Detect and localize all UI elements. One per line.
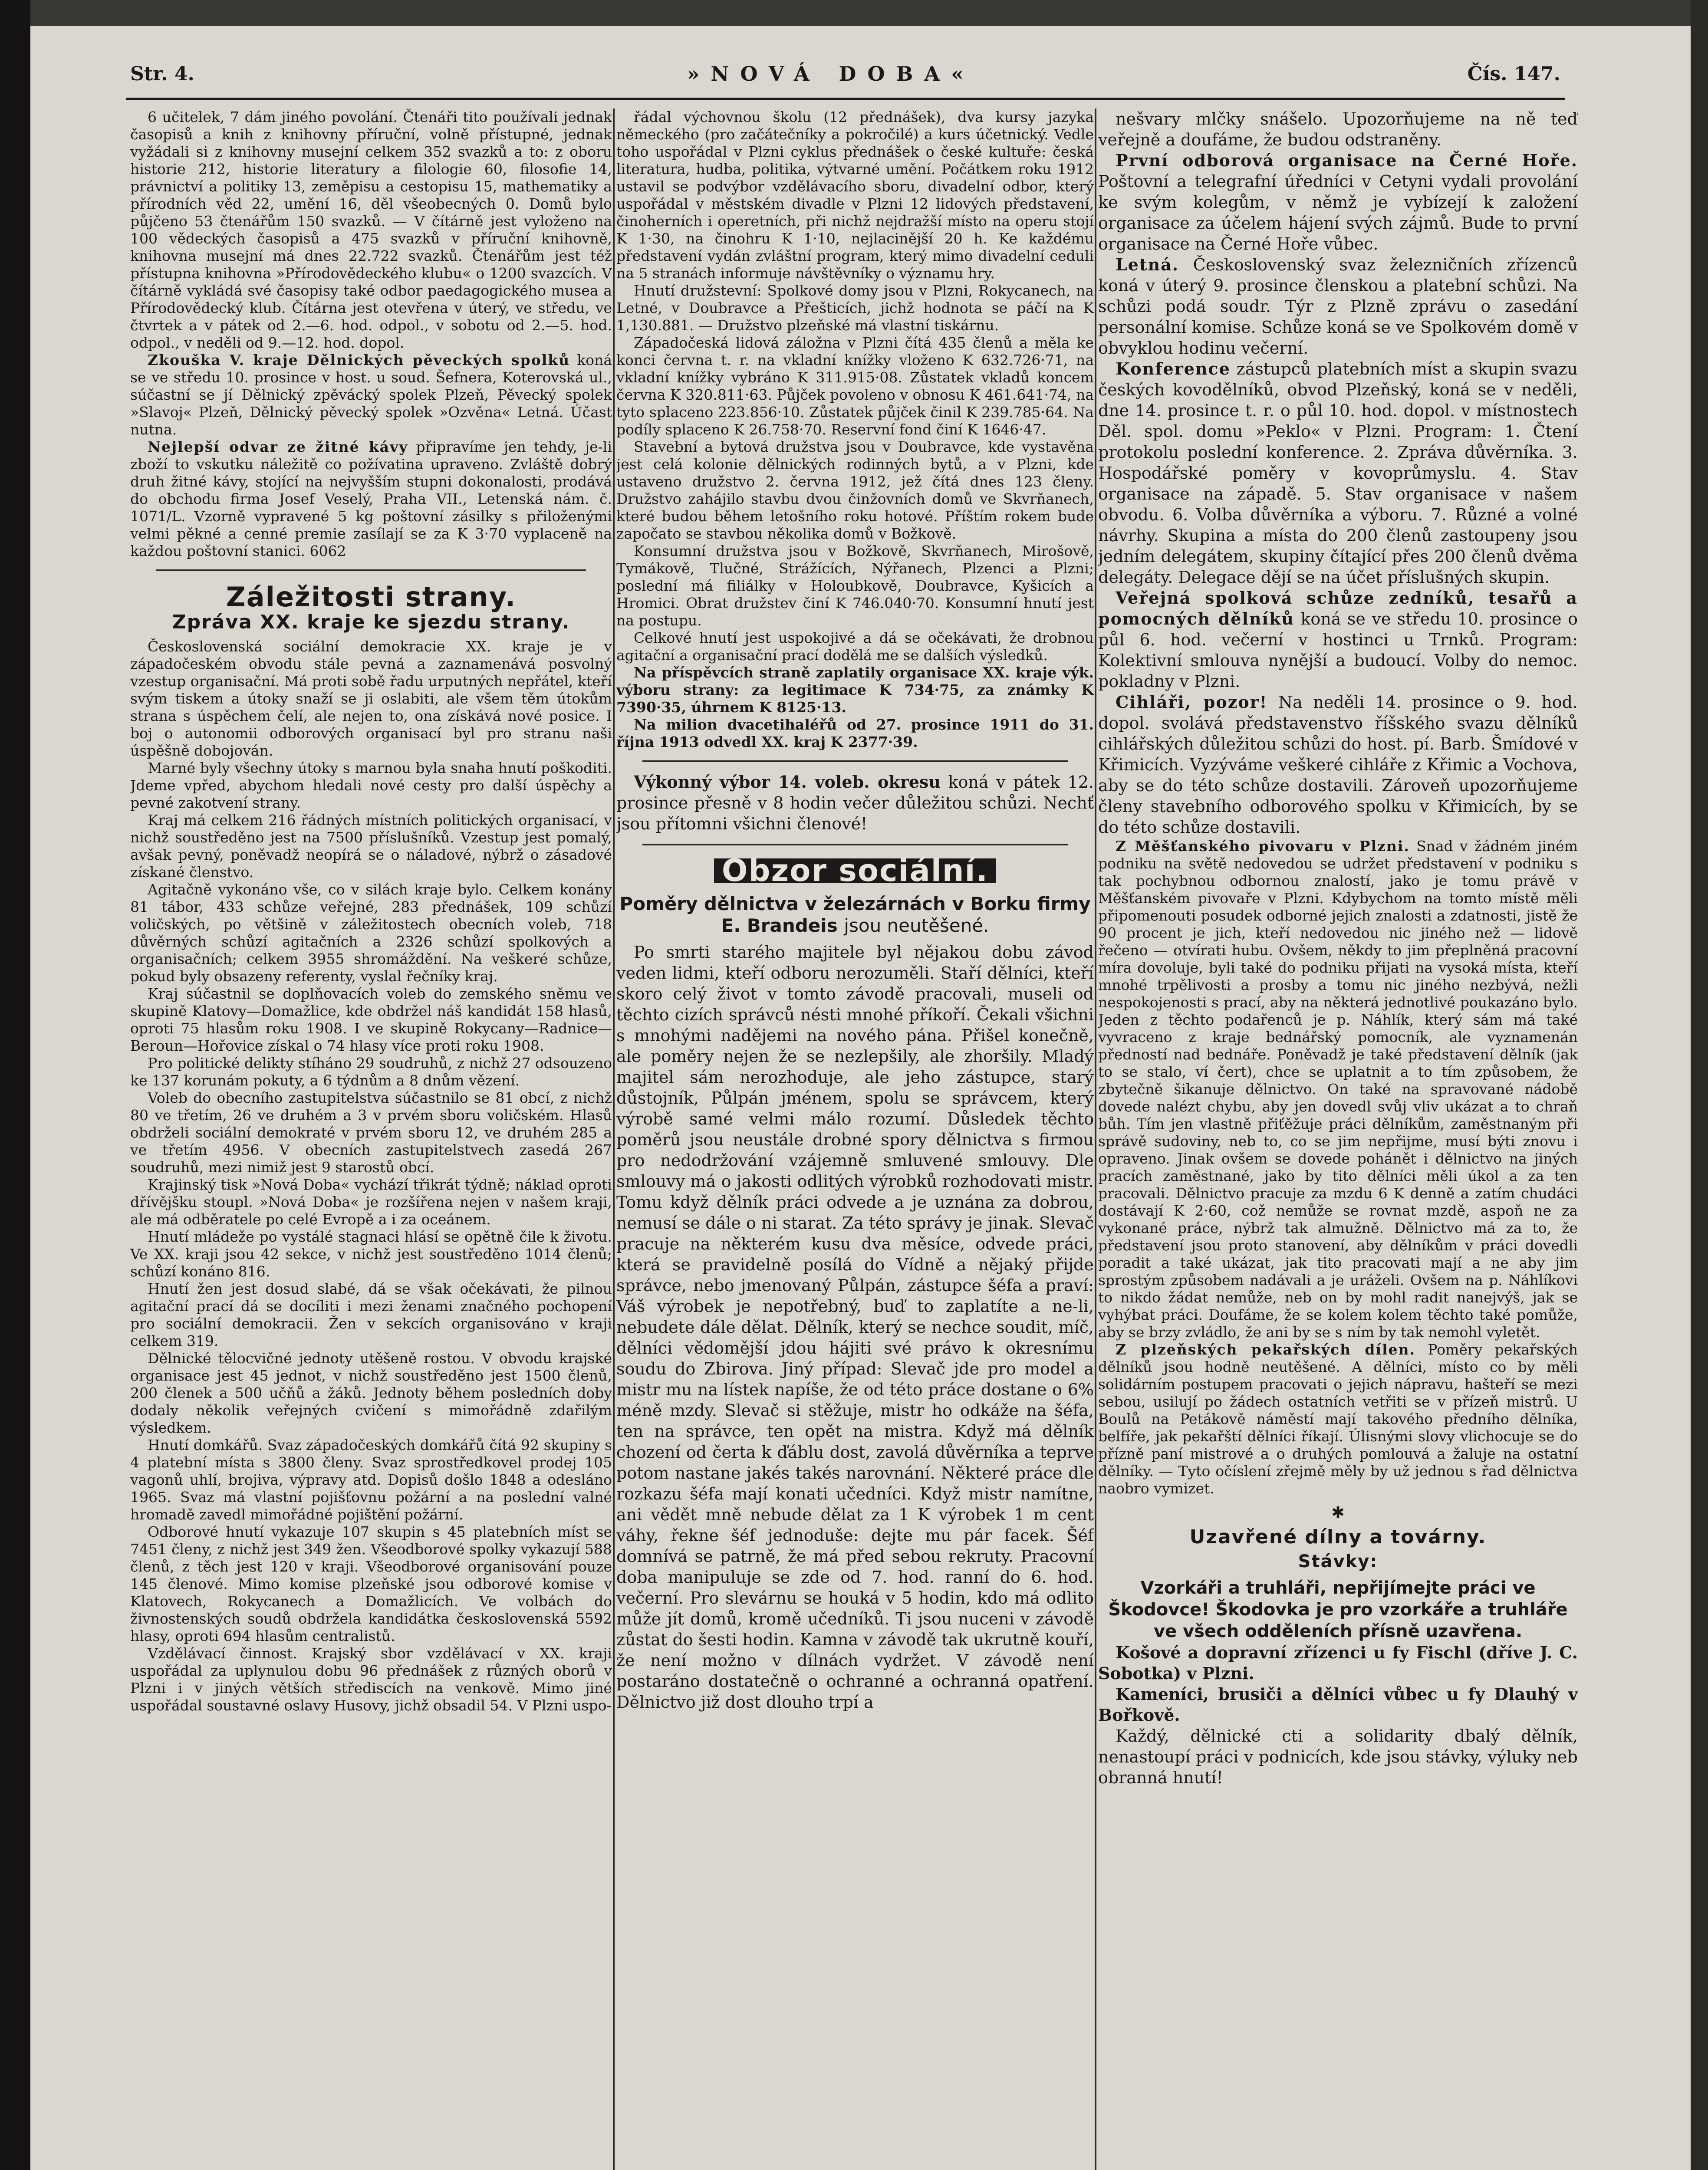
scan-border-left [0, 0, 30, 2170]
paragraph: Celkové hnutí jest uspokojivé a dá se očekávati, že drobnou agitační a organisační prací dodělá me se dalších výsledků. [616, 629, 1094, 664]
paragraph-lead: Cihláři, pozor! [1116, 692, 1268, 712]
paragraph: Pro politické delikty stíháno 29 soudruhů, z nichž 27 odsouzeno ke 137 korunám pokuty, a 6 týdnům a 8 dnům vězení. [130, 1055, 612, 1089]
ad-number: 6062 [309, 542, 346, 559]
paragraph [1098, 1341, 1578, 1497]
paragraph-body: Československý svaz železničních zřízenců koná v úterý 9. prosince členskou a platební schůzi. Na schůzi podá soudr. Týr z Plzně zprávu o zasedání personální komise. Schůze koná se ve Spolkovém domě v obvyklou hodinu večerní. [1098, 255, 1578, 358]
column-2 [616, 108, 1094, 2170]
column-3 [1098, 108, 1578, 2170]
paragraph: 6 učitelek, 7 dám jiného povolání. Čtenáři tito používali jednak časopisů a knih z knihovny příruční, volně přístupné, jednak vyžádali si z knihovny musejní celkem 352 svazků a to: z oboru historie 212, historie literatury a filologie 60, filosofie 14, právnictví a politiky 13, zeměpisu a cestopisu 15, mathematiky a přírodních věd 22, umění 16, děl všeobecných 0. Domů bylo půjčeno 53 čtenářům 150 svazků. — V čítárně jest vyloženo na 100 vědeckých časopisů a 475 svazků v příruční knihovně, knihovna musejní má dnes 22.722 svazků. Čtenářům jest též přístupna knihovna »Přírodovědeckého klubu« o 1200 svazcích. V čítárně vykládá své časopisy také odbor paedagogického musea a Přírodovědecký klub. Čítárna jest otevřena v úterý, ve středu, ve čtvrtek a v pátek od 2.—6. hod. odpol., v sobotu od 2.—5. hod. odpol., v neděli od 9.—12. hod. dopol. [130, 108, 612, 351]
paragraph: Po smrti starého majitele byl nějakou dobu závod veden lidmi, kteří odboru nerozuměli. Staří dělníci, kteří skoro celý život v tomto závodě pracovali, museli od těchto cizích správců nésti mnohé příkoří. Čekali všichni s mnohými nadějemi na nového pána. Přišel konečně, ale poměry nejen že se nezlepšily, ale zhoršily. Mladý majitel sám nerozhoduje, ale jeho zástupce, starý důstojník, Půlpán jménem, spolu se správcem, který výrobě samé velmi málo rozumí. Důsledek těchto poměrů jsou neustále drobné spory dělnictva s firmou pro nedodržování vzájemně smluvené smlouvy. Dle smlouvy má o jakosti odlitých výrobků rozhodovati mistr. Tomu když dělník práci odvede a je uznána za dobrou, nemusí se dále o ni starat. Za této správy je jinak. Slevač pracuje na některém kusu dva měsíce, odvede práci, která se pravidelně posílá do Vídně a nějaký přijde správce, nebo jmenovaný Půlpán, zástupce šéfa a praví: Váš výrobek je nepotřebný, buď to zaplatíte a ne-li, nebudete dále dělat. Dělník, který se nechce soudit, míč, dělníci vědomější jdou hájiti své právo k okresnímu soudu do Zbirova. Jiný případ: Slevač jde pro model a mistr mu na lístek napíše, že od této práce dostane o 6% méně mzdy. Slevač si stěžuje, mistr ho odkáže na šéfa, ten na správce, ten opět na mistra. Když má dělník chození od čerta k ďáblu dost, zavolá důvěrníka a teprve potom nastane jakés takés narovnání. Některé práce dle rozkazu šéfa mají konati učedníci. Když mistr namítne, ani vědět mně nebude dělat za 1 K výrobek 1 m cent váhy, řekne šéf jednoduše: dejte mu pár facek. Šéf domnívá se patrně, že má před sebou rekruty. Pracovní doba manipuluje se zde od 7. hod. ranní do 6. hod. večerní. Pro slevárnu se houká v 5 hodin, kdo má odlito může jít domů, kromě učedníků. Ti jsou nuceni v závodě zůstat do šesti hodin. Kamna v závodě tak ukrutně kouří, že není možno v dílnách vydržet. V závodě není postaráno dostatečně o ochranné a ochranná opatření. Dělnictvo již dost dlouho trpí a [616, 943, 1094, 1712]
paragraph: Hnutí domkářů. Svaz západočeských domkářů čítá 92 skupiny s 4 platební místa s 3800 členy. Svaz sprostředkovel prodej 105 vagonů uhlí, brojiva, výpravy atd. Dopisů došlo 1848 a odesláno 1965. Svaz má vlastní pojišťovnu požární a na poslední valné hromadě zavedl mimořádné pojištění požární. [130, 1437, 612, 1523]
paragraph [1098, 692, 1578, 838]
paragraph-lead: Letná. [1116, 255, 1179, 274]
paragraph: Hnutí žen jest dosud slabé, dá se však očekávati, že pilnou agitační prací dá se docíliti i mezi ženami značného pochopení pro sociální demokracii. Žen v sekcích organisováno v kraji celkem 319. [130, 1280, 612, 1349]
paragraph: Vzdělávací činnost. Krajský sbor vzdělávací v XX. kraji uspořádal za uplynulou dobu 96 přednášek z různých oborů v Plzni i v jiných větších střediscích na venkově. Mimo jiné uspořádal soustavné oslavy Husovy, jichž obsadil 54. V Plzni uspo- [130, 1645, 612, 1714]
article-heading-tail: jsou neutěšené. [844, 915, 989, 936]
section-rule [156, 569, 586, 571]
section-title: Záležitosti strany. [226, 581, 517, 613]
section-rule [642, 844, 1068, 845]
paragraph: Konsumní družstva jsou v Božkově, Skvrňanech, Mirošově, Tymákově, Tlučné, Strážících, Nýřanech, Plzenci a Plzni; poslední má filiálky v Holoubkově, Doubravce, Kyšicích a Hromici. Obrat družstev činí K 746.040·70. Konsumní hnutí jest na postupu. [616, 542, 1094, 629]
paragraph [1098, 838, 1578, 1341]
notice [616, 772, 1094, 834]
section-subtitle: Zpráva XX. kraje ke sjezdu strany. [172, 611, 570, 633]
paragraph-lead: První odborová organisace na Černé Hoře. [1116, 151, 1578, 170]
paragraph-body: zástupců platebních míst a skupin svazu českých kovodělníků, obvod Plzeňský, koná se v neděli, dne 14. prosince t. r. o půl 10. hod. dopol. v místnostech Děl. spol. domu »Peklo« v Plzni. Program: 1. Čtení protokolu poslední konference. 2. Zpráva důvěrníka. 3. Hospodářské poměry v kovoprůmyslu. 4. Stav organisace na západě. 5. Stav organisace v našem obvodu. 6. Volba důvěrníka a výboru. 7. Různé a volné návrhy. Skupina a místa do 200 členů zastoupeny jsou jedním delegátem, skupiny čítající přes 200 členů dvěma delegáty. Delegace dějí se na účet příslušných skupin. [1098, 359, 1578, 587]
separator-star: ✱ [1331, 1504, 1345, 1522]
article-heading-text: Poměry dělnictva v železárnách v Borku firmy E. Brandeis [619, 893, 1091, 936]
paragraph: Kraj súčastnil se doplňovacích voleb do zemského sněmu ve skupině Klatovy—Domažlice, kde obdržel náš kandidát 158 hlasů, oproti 75 hlasům roku 1908. I ve skupině Rokycany—Radnice—Beroun—Hořovice získal o 74 hlasy více proti roku 1908. [130, 985, 612, 1054]
section-subtitle: Uzavřené dílny a továrny. [1189, 1526, 1487, 1548]
paragraph-body: Snad v žádném jiném podniku na světě nedovedou se udržet představení v podniku s tak pochybnou odbornou znalostí, jako je tomu právě v Měšťanském pivovaře v Plzni. Kdybychom na tomto místě měli připomenouti posudek odborné jejich znalosti a zdatnosti, jistě že 90 procent je jich, kteří nedovedou nic jiného než — lidově řečeno — otvírati hubu. Ovšem, někdy to jim přeplněná pracovní míra dovoluje, byli také do podniku přijati na vysoká místa, kteří mnohé trpělivosti a prosby a tomu nic jiného nezbývá, nežli nespokojenosti s prací, aby na některá jednotlivé poukazáno bylo. Jeden z těchto podařenců je p. Náhlík, který sám má také vyvraceno z kraje bednářský pomocník, ale vyznamenán předností nad bednáře. Poněvadž je také představení dělník (jak to se stalo, ví čert), chce se uplatnit a to tím způsobem, že zbytečně šikanuje dělnictvo. On také na spravované nádobě dovede nalézt chybu, aby jen dovedl svůj vliv ukázat a to chraň bůh. Tím jen vlastně přiťěžuje práci dělníkům, zaměstnaným při správě sudoviny, neb to, co se jim nepřijme, musí býti znovu i opraveno. Jinak ovšem se dovede pohánět i dělnictvo na jiných pracích zaměstnané, jako by tito dělníci měli úkol a za ten pracovali. Dělnictvo pracuje za mzdu 6 K denně a zatím chudáci dostávají K 2·60, což nemůže se rovnat mzdě, aspoň ne za vykonané práce, nýbrž tak almužně. Dělnictvo má za to, že představení jsou proto stanovení, aby dělníkům v práci dovedli poradit a také ukázat, jak tito pracovati mají a ne aby jim sprostým způsobem nadávali a je uráželi. Ovšem na p. Náhlíkovi to nikdo žádat nemůže, neb on by mohl radit nanejvýš, jak se vyhýbat práci. Doufáme, že se kolem kolem těchto také pomůže, aby se brzy zvládlo, že ani by se s ním by tak nemohl vyletět. [1098, 838, 1578, 1341]
paragraph: Marné byly všechny útoky s marnou byla snaha hnutí poškoditi. Jdeme vpřed, abychom hledali nové cesty pro další úspěchy a pevné zakotvení strany. [130, 760, 612, 811]
scan-border-right [1691, 0, 1708, 2170]
paragraph: Odborové hnutí vykazuje 107 skupin s 45 platebních míst se 7451 členy, z nichž jest 349 žen. Všeodborové spolky vykazují 588 členů, z těch jest 120 v kraji. Všeodborové organisování pouze 145 členové. Mimo komise plzeňské jsou odborové komise v Klatovech, Rokycanech a Domažlicích. Ve volbách do živnostenských soudů obdržela kandidátka československá 5592 hlasy, oproti 694 hlasům centralistů. [130, 1523, 612, 1644]
paragraph-lead: Veřejná spolková schůze zedníků, tesařů a pomocných dělníků [1098, 588, 1578, 628]
paragraph: Na příspěvcích straně zaplatily organisace XX. kraje výk. výboru strany: za legitimace K 734·75, za známky K 7390·35, úhrnem K 8125·13. [616, 664, 1094, 716]
section-banner: Obzor sociální. [714, 858, 996, 883]
paragraph-lead: Z plzeňských pekařských dílen. [1116, 1341, 1416, 1358]
notice-heading: Výkonný výbor 14. voleb. okresu [634, 772, 941, 792]
paragraph [1098, 358, 1578, 588]
scan-border-top [0, 0, 1708, 26]
paragraph [130, 352, 612, 438]
paragraph: Západočeská lidová záložna v Plzni čítá 435 členů a měla ke konci června t. r. na vkladní knížky vloženo K 632.726·71, na vkladní knížky vybráno K 311.915·08. Zůstatek vkladů koncem června K 320.811·63. Půjček povoleno v obnosu K 461.641·74, na tyto splaceno 223.856·10. Zůstatek půjček činil K 239.785·64. Na podíly splaceno K 26.758·70. Reservní fond činí K 1646·47. [616, 334, 1094, 438]
paragraph: Stavební a bytová družstva jsou v Doubravce, kde vystavěna jest celá kolonie dělnických rodinných bytů, a v Plzni, kde ustaveno družstvo 2. června 1912, jež čítá dnes 123 členy. Družstvo zahájilo stavbu dvou činžovních domů ve Skvrňanech, které budou během letošního roku hotové. Příštím rokem bude započato se stavbou několika domů v Božkově. [616, 438, 1094, 542]
paragraph-lead: Nejlepší odvar ze žitné kávy [148, 438, 408, 455]
paragraph: Košové a dopravní zřízenci u fy Fischl (dříve J. C. Sobotka) v Plzni. [1098, 1643, 1578, 1683]
paragraph: Dělnické tělocvičné jednoty utěšeně rostou. V obvodu krajské organisace jest 45 jednot, v nichž soustředěno jest 1500 členů, 200 členek a 500 učňů a žáků. Jednoty během posledních doby dodaly několik veřejných cvičení s mimořádně zdařilým výsledkem. [130, 1350, 612, 1436]
section-rule [642, 760, 1068, 762]
paragraph: nešvary mlčky snášelo. Upozorňujeme na ně teď veřejně a doufáme, že budou odstraněny. [1098, 109, 1578, 149]
paragraph [1098, 150, 1578, 254]
paragraph: Na milion dvacetihaléřů od 27. prosince 1911 do 31. října 1913 odvedl XX. kraj K 2377·39. [616, 716, 1094, 750]
paragraph-body: Poštovní a telegrafní úředníci v Cetyni vydali provolání ke svým kolegům, v němž je vybízejí k založení organisace za účelem hájení svých zájmů. Bude to první organisace na Černé Hoře vůbec. [1098, 172, 1578, 253]
page-header [130, 52, 1560, 95]
strike-heading: Stávky: [1298, 1552, 1378, 1572]
issue-number: Čís. 147. [1467, 62, 1560, 85]
masthead: »NOVÁ DOBA« [687, 62, 975, 85]
paragraph: Hnutí družstevní: Spolkové domy jsou v Plzni, Rokycanech, na Letné, v Doubravce a Přešticích, jichž hodnota se páčí na K 1,130.881. — Družstvo plzeňské má vlastní tiskárnu. [616, 282, 1094, 334]
paragraph: řádal výchovnou školu (12 přednášek), dva kursy jazyka německého (pro začátečníky a pokročilé) a kurs účetnický. Vedle toho uspořádal v Plzni cyklus přednášek o české kultuře: česká literatura, hudba, politika, výtvarné umění. Počátkem roku 1912 ustavil se podvýbor vzdělávacího sboru, divadelní odbor, který uspořádal v městském divadle v Plzni 12 lidových představení, činoherních i operetních, při nichž nejdražší místo na operu stojí K 1·30, na činohru K 1·10, nejlacinější 20 h. Ke každému představení vydán zvláštní program, který mimo divadelní ceduli na 5 stranách informuje návštěvníky o významu hry. [616, 108, 1094, 282]
column-1 [130, 108, 612, 2170]
paragraph [1098, 588, 1578, 692]
article-heading [616, 893, 1094, 937]
paragraph-body: koná se ve středu 10. prosince o půl 6. hod. večerní v hostinci u Trnků. Program: Kolektivní smlouva nynější a budoucí. Volby do nemoc. pokladny v Plzni. [1098, 609, 1578, 691]
paragraph-lead: Zkouška V. kraje Dělnických pěveckých spolků [148, 352, 570, 368]
paragraph [130, 438, 612, 560]
paragraph: Kraj má celkem 216 řádných místních politických organisací, v nichž soustředěno jest na 7500 příslušníků. Vzestup jest pomalý, avšak pevný, poněvadž neopírá se o náladové, nýbrž o zásadové získané členstvo. [130, 812, 612, 881]
paragraph: Kameníci, brusiči a dělníci vůbec u fy Dlauhý v Bořkově. [1098, 1684, 1578, 1725]
paragraph-body: připravíme jen tehdy, je-li zboží to vskutku náležitě co požívatina upraveno. Zvláště dobrý druh žitné kávy, stojící na nejvyšším stupni dokonalosti, prodává do obchodu firma Josef Veselý, Praha VII., Letenská nám. č. 1071/L. Vzorně vypravené 5 kg poštovní zásilky s přiloženými velmi pěkné a cenné premie zasílají se za K 3·70 vyplaceně na každou poštovní stanici. [130, 438, 612, 559]
paragraph-body: Na neděli 14. prosince o 9. hod. dopol. svolává představenstvo říšského svazu dělníků cihlářských důležitou schůzi do host. pí. Barb. Šmídové v Křimicích. Vyzýváme veškeré cihláře z Křimic a Vochova, aby se do této schůze dostavili. Zároveň upozorňujeme členy stavebního odborového spolku v Křimicích, by se do této schůze dostavili. [1098, 693, 1578, 837]
paragraph-body: koná se ve středu 10. prosince v host. u soud. Šefnera, Koterovská ul., súčastní se jí Dělnický zpěvácký spolek Plzeň, Pěvecký spolek »Slavoj« Plzeň, Dělnický pěvecký spolek »Ozvěna« Letná. Účast nutna. [130, 352, 612, 438]
column-divider [613, 108, 615, 2170]
notice-body: koná v pátek 12. prosince přesně v 8 hodin večer důležitou schůzi. Nechť jsou přítomni všichni členové! [616, 773, 1094, 833]
paragraph [1098, 254, 1578, 358]
paragraph: Každý, dělnické cti a solidarity dbalý dělník, nenastoupí práci v podnicích, kde jsou stávky, výluky neb obranná hnutí! [1098, 1726, 1578, 1787]
paragraph-lead: Konference [1116, 359, 1231, 378]
paragraph: Hnutí mládeže po vystálé stagnaci hlásí se opětně čile k životu. Ve XX. kraji jsou 42 sekce, v nichž jest soustředěno 1014 členů; schůzí konáno 816. [130, 1228, 612, 1280]
header-rule [126, 98, 1565, 100]
paragraph-body: Poměry pekařských dělníků jsou hodně neutěšené. A dělníci, místo co by měli solidárním postupem pracovati o jejich nápravu, hašteří se mezi sebou, usilují po žádech ostatních vetřiti se v přízeň mistrů. U Boulů na Petákově náměstí mají takového předního dělníka, belfíře, jak pekařští dělníci říkají. Úlisnými slovy vlichocuje se do přízně paní mistrové a o druhých pomlouvá a žaluje na ostatní dělníky. — Tyto očíslení zřejmě měly by už jednou s řad dělnictva naobro vymizet. [1098, 1341, 1578, 1497]
paragraph: Agitačně vykonáno vše, co v silách kraje bylo. Celkem konány 81 tábor, 433 schůze veřejné, 283 přednášek, 109 schůzí voličských, po většině v záležitostech obecních voleb, 718 důvěrných schůzí agitačních a 2326 schůzí spolkových a organisačních; celkem 3955 shromáždění. Na veškeré schůze, pokud byly obsazeny referenty, vyslal řečníky kraj. [130, 881, 612, 985]
paragraph: Československá sociální demokracie XX. kraje je v západočeském obvodu stále pevná a zaznamenává posvolný vzestup organisační. Má proti sobě řadu urputných nepřátel, kteří svým tiskem a útoky snaží se ji oslabiti, ale všem těm útokům strana s úspěchem čelí, ale nejen to, ona získává nové posice. I boj o autonomii odborových organisací byl pro stranu naši úspěšně dobojován. [130, 638, 612, 759]
paragraph: Voleb do obecního zastupitelstva súčastnilo se 81 obcí, z nichž 80 ve třetím, 26 ve druhém a 3 v prvém sboru voličském. Hlasů obdrželi sociální demokraté v prvém sboru 12, ve druhém 285 a ve třetím 4956. V obecních zastupitelstvech zasedá 267 soudruhů, mezi nimiž jest 9 starostů obcí. [130, 1089, 612, 1176]
column-divider [1095, 108, 1096, 2170]
warning-notice: Vzorkáři a truhláři, nepřijímejte práci ve Škodovce! Škodovka je pro vzorkáře a truhláře ve všech odděleních přísně uzavřena. [1108, 1578, 1568, 1641]
page-number: Str. 4. [130, 62, 194, 85]
paragraph-lead: Z Měšťanského pivovaru v Plzni. [1116, 838, 1410, 855]
paragraph: Krajinský tisk »Nová Doba« vychází třikrát týdně; náklad oproti dřívějšku stoupl. »Nová Doba« je rozšířena nejen v našem kraji, ale má odběratele po celé Evropě a i za oceánem. [130, 1176, 612, 1228]
